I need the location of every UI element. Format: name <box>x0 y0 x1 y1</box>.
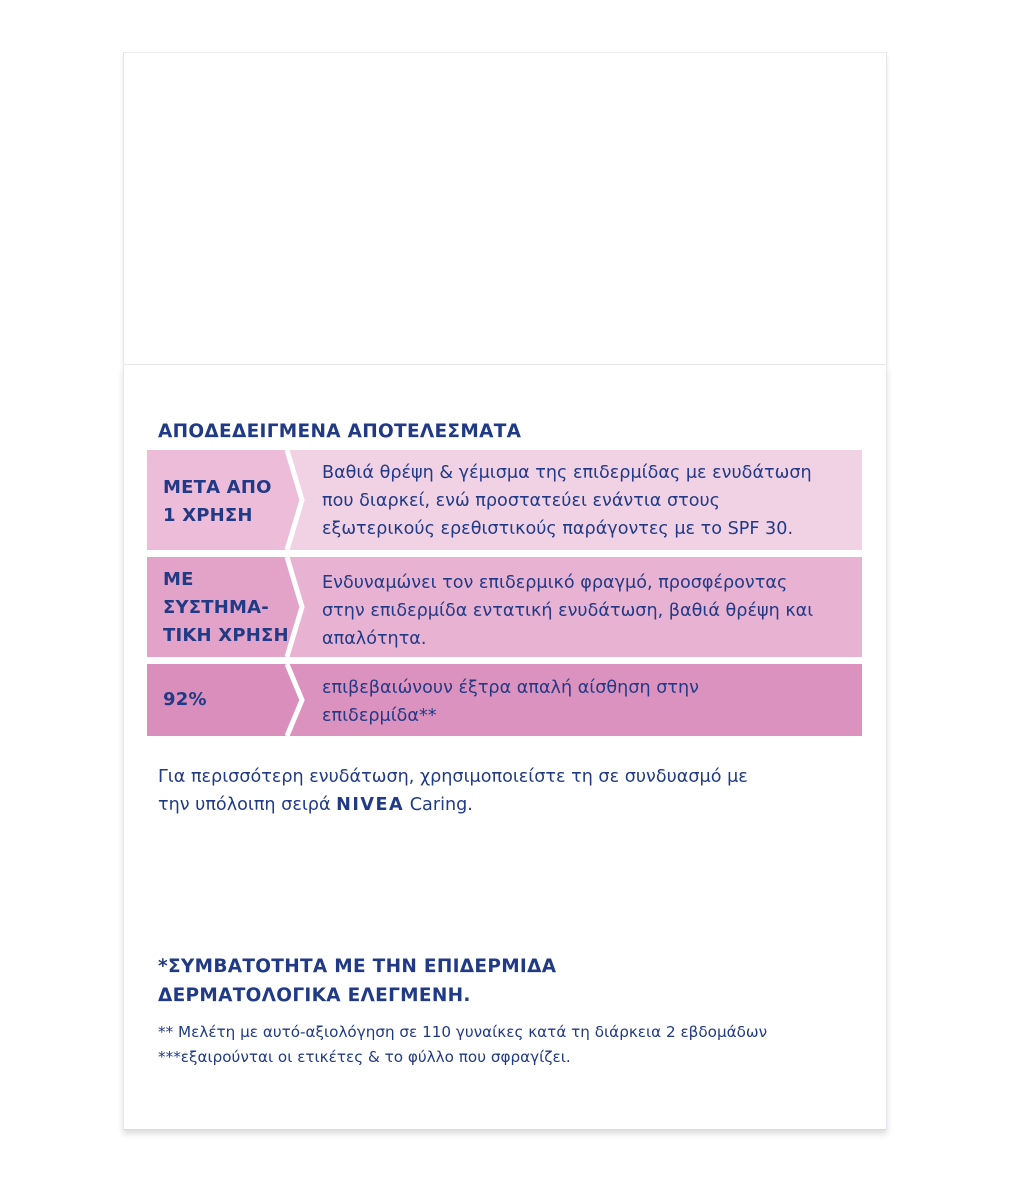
row-3-text-line: επιβεβαιώνουν έξτρα απαλή αίσθηση στην <box>322 678 699 698</box>
row-2-label <box>163 566 289 650</box>
usage-line-suffix: Caring. <box>404 795 473 815</box>
row-3-label-line: 92% <box>163 689 207 710</box>
row-1-text-line: που διαρκεί, ενώ προστατεύει ενάντια στους <box>322 491 721 511</box>
row-2-label-line: ΜΕ <box>163 569 194 590</box>
results-row-3 <box>147 664 862 736</box>
row-2-description <box>322 569 850 653</box>
compatibility-line: ΔΕΡΜΑΤΟΛΟΓΙΚΑ ΕΛΕΓΜΕΝΗ. <box>158 985 471 1006</box>
footnote-study: ** Μελέτη με αυτό-αξιολόγηση σε 110 γυναίκες κατά τη διάρκεια 2 εβδομάδων <box>158 1023 768 1041</box>
section-title: ΑΠΟΔΕΔΕΙΓΜΕΝΑ ΑΠΟΤΕΛΕΣΜΑΤΑ <box>158 421 522 442</box>
usage-recommendation <box>158 763 858 819</box>
row-2-text-line: στην επιδερμίδα εντατική ενυδάτωση, βαθιά θρέψη και <box>322 601 814 621</box>
results-row-1 <box>147 450 862 550</box>
row-3-label <box>163 686 207 714</box>
results-row-2 <box>147 557 862 657</box>
row-3-text-line: επιδερμίδα** <box>322 706 437 726</box>
package-top-flap <box>123 52 887 364</box>
row-2-text-line: Ενδυναμώνει τον επιδερμικό φραγμό, προσφέροντας <box>322 573 788 593</box>
brand-name: NIVEA <box>336 795 405 815</box>
row-1-text-line: εξωτερικούς ερεθιστικούς παράγοντες με το SPF 30. <box>322 519 794 539</box>
row-1-label-line: 1 ΧΡΗΣΗ <box>163 505 253 526</box>
row-1-text-line: Βαθιά θρέψη & γέμισμα της επιδερμίδας με ενυδάτωση <box>322 463 812 483</box>
footnote-excluded: ***εξαιρούνται οι ετικέτες & το φύλλο που σφραγίζει. <box>158 1048 571 1066</box>
row-2-label-line: ΤΙΚΗ ΧΡΗΣΗ <box>163 625 289 646</box>
usage-line: Για περισσότερη ενυδάτωση, χρησιμοποιείστε τη σε συνδυασμό με <box>158 767 748 787</box>
row-1-description <box>322 459 850 543</box>
compatibility-line: *ΣΥΜΒΑΤΟΤΗΤΑ ΜΕ ΤΗΝ ΕΠΙΔΕΡΜΙΔΑ <box>158 956 557 977</box>
row-2-label-line: ΣΥΣΤΗΜΑ- <box>163 597 269 618</box>
usage-line <box>158 791 858 819</box>
row-1-label <box>163 474 272 530</box>
row-2-text-line: απαλότητα. <box>322 629 427 649</box>
row-3-description <box>322 674 850 730</box>
usage-line-prefix: την υπόλοιπη σειρά <box>158 795 337 815</box>
row-1-label-line: ΜΕΤΑ ΑΠΟ <box>163 477 272 498</box>
compatibility-claim <box>158 952 556 1010</box>
